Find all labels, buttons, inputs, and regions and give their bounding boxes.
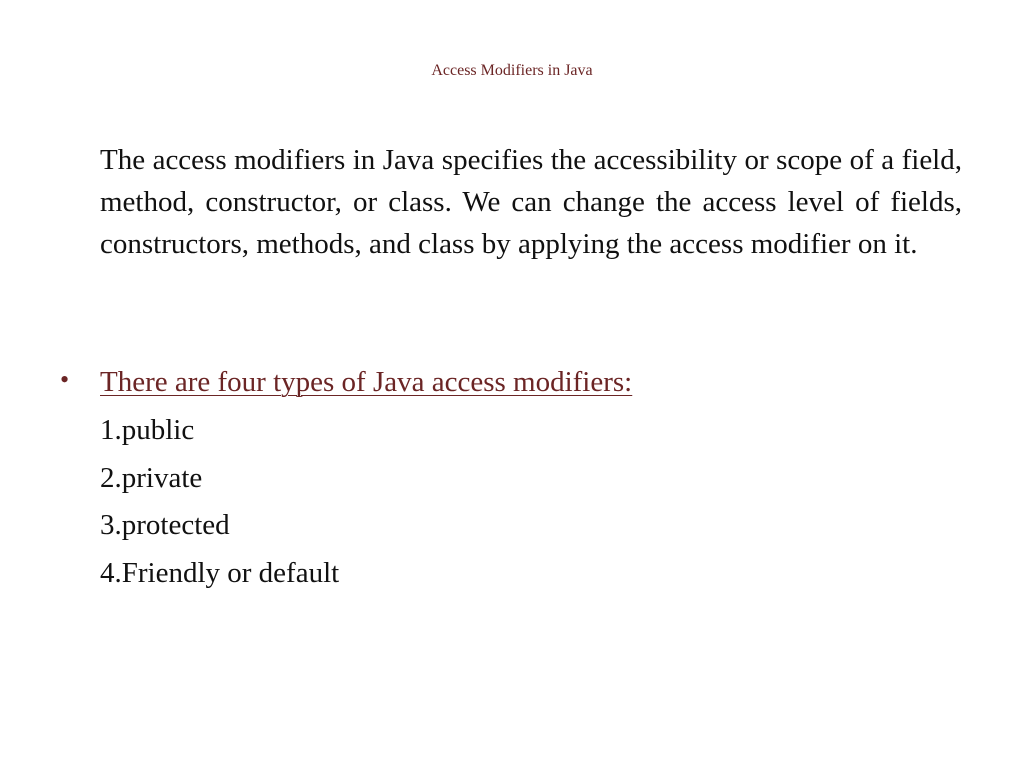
- list-item-public: 1.public: [100, 414, 195, 446]
- list-item-default: 4.Friendly or default: [100, 556, 340, 589]
- intro-paragraph: The access modifiers in Java specifies the accessibility or scope of a field, method, constructor, or class. We can change the access level of fields, constructors, methods, and class by applying the access modifier on it.: [100, 144, 962, 260]
- list-item-protected: 3.protected: [100, 509, 230, 541]
- modifier-list: [100, 407, 339, 597]
- slide-title: Access Modifiers in Java: [431, 62, 593, 79]
- bullet-heading: There are four types of Java access modifiers:: [100, 366, 633, 398]
- bullet-item: [60, 361, 960, 403]
- list-item-private: 2.private: [100, 461, 203, 494]
- bullet-marker-icon: •: [60, 365, 70, 394]
